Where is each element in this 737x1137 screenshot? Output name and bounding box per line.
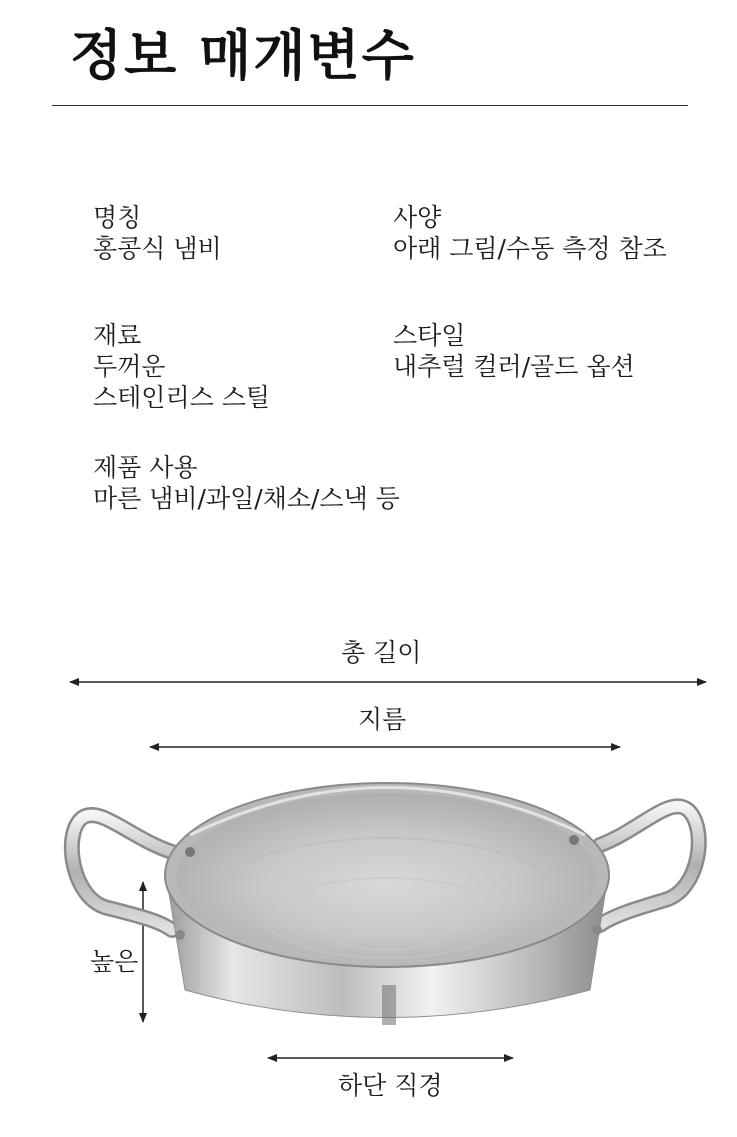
spec-style-label: 스타일 (393, 321, 466, 350)
spec-size-value: 아래 그림/수동 측정 참조 (393, 234, 667, 263)
spec-name-label: 명칭 (93, 203, 142, 232)
spec-usage-value: 마른 냄비/과일/채소/스낵 등 (93, 484, 400, 513)
total-length-label: 총 길이 (341, 638, 422, 667)
left-handle (72, 815, 172, 930)
height-label: 높은 (90, 947, 139, 976)
bottom-diameter-label: 하단 직경 (338, 1071, 443, 1100)
pan-body (165, 783, 609, 1025)
page-title: 정보 매개변수 (70, 24, 416, 87)
spec-usage-label: 제품 사용 (93, 453, 198, 482)
spec-material-value-2: 스테인리스 스틸 (93, 383, 270, 412)
spec-style-value: 내추럴 컬러/골드 옵션 (393, 352, 635, 381)
spec-size-label: 사양 (393, 203, 442, 232)
spec-material-label: 재료 (93, 321, 142, 350)
spec-name-value: 홍콩식 냄비 (93, 234, 222, 263)
right-handle (600, 806, 699, 925)
spec-material-value-1: 두꺼운 (93, 352, 166, 381)
diameter-label: 지름 (358, 705, 407, 734)
